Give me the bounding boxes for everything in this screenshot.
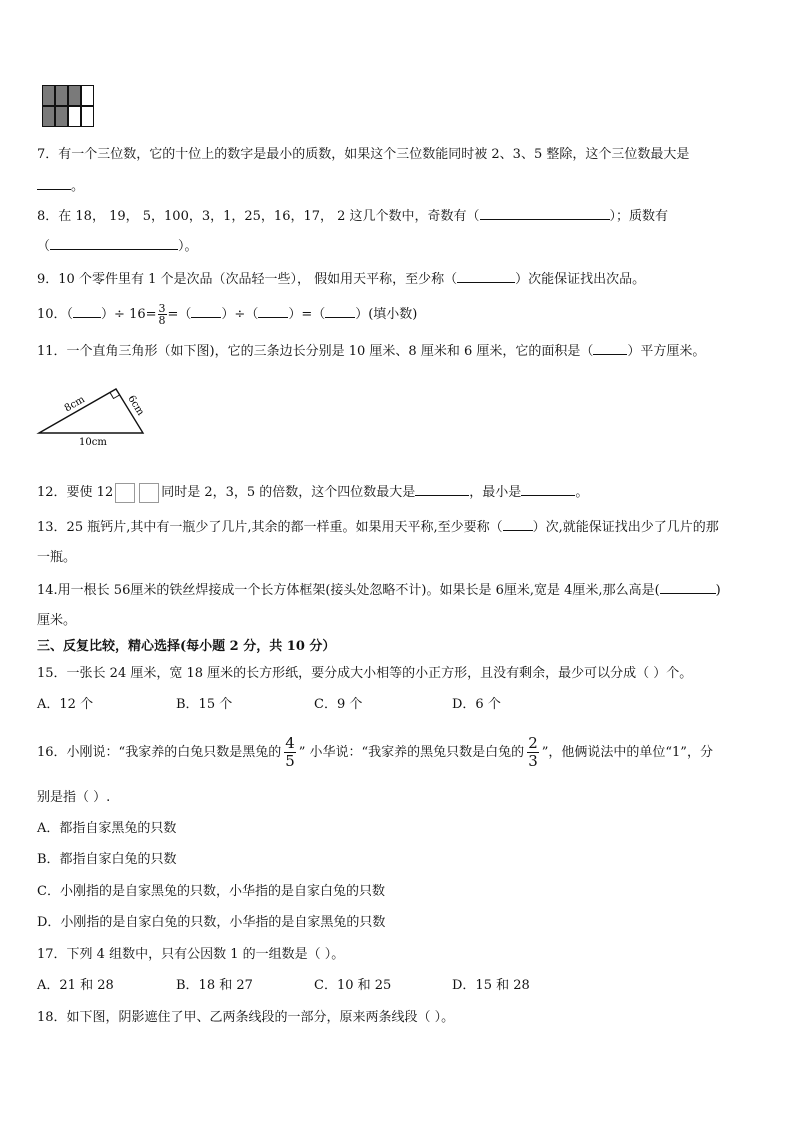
question-16-end: 别是指（ ）.: [37, 790, 111, 805]
question-14-end: 厘米。: [37, 613, 77, 628]
question-7-answer-line: [37, 177, 84, 197]
question-18: [37, 1008, 454, 1028]
question-13-end: 一瓶。: [37, 550, 77, 565]
side-label-8cm: 8cm: [62, 394, 87, 415]
fraction-denominator: 8: [158, 314, 166, 327]
question-7-end: 。: [71, 179, 85, 194]
fraction-denominator: 3: [528, 752, 538, 770]
question-11: [37, 342, 705, 362]
question-17: [37, 945, 344, 965]
option-d[interactable]: D．小刚指的是自家白兔的只数，小华指的是自家黑兔的只数: [37, 915, 386, 930]
answer-blank[interactable]: [660, 581, 716, 594]
option-c[interactable]: C．10 和 25: [314, 978, 392, 993]
fraction-numerator: 2: [528, 734, 538, 752]
question-16-part: ”，他俩说法中的单位“1”，分: [541, 745, 713, 760]
question-13-text: 13．25 瓶钙片,其中有一瓶少了几片,其余的都一样重。如果用天平称,至少要称（: [37, 520, 503, 535]
section-3-heading: [37, 637, 335, 657]
option-b[interactable]: B．18 和 27: [176, 978, 253, 993]
triangle-shape: [39, 389, 143, 433]
option-d[interactable]: D．6 个: [452, 697, 501, 712]
question-18-text: 18．如下图，阴影遮住了甲、乙两条线段的一部分，原来两条线段（ ）。: [37, 1010, 455, 1025]
question-15-text: 15．一张长 24 厘米，宽 18 厘米的长方形纸，要分成大小相等的小正方形，且没有剩余，最少可以分成（ ）个。: [37, 666, 693, 681]
option-a[interactable]: A．12 个: [37, 697, 94, 712]
question-12-mid2: ，最小是: [469, 485, 522, 500]
question-12-end: 。: [575, 485, 589, 500]
question-9-after: ）次能保证找出次品。: [515, 272, 646, 287]
fraction-denominator: 5: [285, 752, 295, 770]
answer-blank[interactable]: [521, 483, 575, 496]
grid-cell-shaded: [55, 85, 68, 106]
question-10-part: ）÷ 16=: [101, 307, 157, 322]
grid-cell-shaded: [55, 106, 68, 127]
question-8-mid: ）；质数有: [609, 209, 669, 224]
question-13: [37, 518, 719, 538]
side-label-6cm: 6cm: [125, 393, 146, 418]
grid-cell: [81, 85, 94, 106]
question-8-text: 8．在 18， 19， 5，100，3，1，25，16，17， 2 这几个数中，奇数有（: [37, 209, 480, 224]
grid-cell-shaded: [68, 85, 81, 106]
question-8-open: （: [37, 239, 51, 254]
question-10-part: ）÷（: [221, 307, 259, 322]
question-8: [37, 207, 668, 227]
fraction-3-8: [158, 303, 167, 326]
section-title: 三、反复比较，精心选择(每小题 2 分，共 10 分）: [37, 639, 336, 654]
option-c[interactable]: C．9 个: [314, 697, 363, 712]
option-a[interactable]: A．21 和 28: [37, 978, 114, 993]
question-17-text: 17．下列 4 组数中，只有公因数 1 的一组数是（ ）。: [37, 947, 345, 962]
answer-blank[interactable]: [325, 305, 355, 318]
option-b[interactable]: B．15 个: [176, 697, 233, 712]
question-14-after: ): [715, 583, 721, 598]
question-8-line-2: [37, 237, 198, 257]
question-8-end: ）。: [178, 239, 198, 254]
question-10-prefix: 10．（: [37, 307, 74, 322]
option-a[interactable]: A．都指自家黑兔的只数: [37, 821, 177, 836]
question-14-line-2: [37, 611, 76, 631]
answer-blank[interactable]: [191, 305, 221, 318]
question-9-text: 9．10 个零件里有 1 个是次品（次品轻一些）， 假如用天平称，至少称（: [37, 272, 458, 287]
answer-blank[interactable]: [480, 207, 610, 220]
question-12: [37, 482, 588, 504]
question-7-text: 7．有一个三位数，它的十位上的数字是最小的质数，如果这个三位数能同时被 2、3、5 整除，这个三位数最大是: [37, 147, 690, 162]
question-11-after: ）平方厘米。: [627, 344, 706, 359]
answer-blank[interactable]: [73, 305, 101, 318]
grid-cell-shaded: [42, 106, 55, 127]
grid-cell: [81, 106, 94, 127]
option-c[interactable]: C．小刚指的是自家黑兔的只数，小华指的是自家白兔的只数: [37, 884, 385, 899]
question-16-part: ” 小华说：“我家养的黑兔只数是白兔的: [298, 745, 525, 760]
fraction-4-5: [284, 735, 296, 770]
answer-blank[interactable]: [503, 518, 533, 531]
answer-blank[interactable]: [258, 305, 288, 318]
fraction-2-3: [527, 735, 539, 770]
question-16-part: 16．小刚说：“我家养的白兔只数是黑兔的: [37, 745, 282, 760]
side-label-10cm: 10cm: [79, 437, 107, 448]
question-9: [37, 270, 645, 290]
right-triangle-figure: [33, 383, 153, 448]
question-13-line-2: [37, 548, 76, 568]
question-12-mid: 同时是 2，3，5 的倍数，这个四位数最大是: [161, 485, 416, 500]
option-b[interactable]: B．都指自家白兔的只数: [37, 852, 177, 867]
fraction-numerator: 4: [285, 734, 295, 752]
question-16: [37, 733, 713, 773]
answer-blank[interactable]: [37, 177, 71, 190]
option-d[interactable]: D．15 和 28: [452, 978, 530, 993]
question-14: [37, 581, 721, 601]
digit-box[interactable]: [115, 483, 135, 503]
question-7: [37, 145, 689, 165]
question-15: [37, 664, 692, 684]
question-10-part: =（: [167, 307, 192, 322]
question-10-part: ）(填小数): [355, 307, 418, 322]
question-13-after: ）次,就能保证找出少了几片的那: [532, 520, 719, 535]
question-14-text: 14.用一根长 56厘米的铁丝焊接成一个长方体框架(接头处忽略不计)。如果长是 6厘米,宽是 4厘米,那么高是(: [37, 583, 660, 598]
answer-blank[interactable]: [415, 483, 469, 496]
grid-cell-shaded: [42, 85, 55, 106]
answer-blank[interactable]: [593, 342, 627, 355]
question-10: [37, 303, 417, 327]
digit-box[interactable]: [139, 483, 159, 503]
grid-cell: [68, 106, 81, 127]
question-11-text: 11．一个直角三角形（如下图)，它的三条边长分别是 10 厘米、8 厘米和 6 厘米，它的面积是（: [37, 344, 594, 359]
answer-blank[interactable]: [50, 237, 178, 250]
question-10-part: ）=（: [288, 307, 326, 322]
fraction-numerator: 3: [158, 302, 166, 315]
question-12-text: 12．要使 12: [37, 485, 114, 500]
question-16-line-2: [37, 788, 110, 808]
answer-blank[interactable]: [457, 270, 515, 283]
